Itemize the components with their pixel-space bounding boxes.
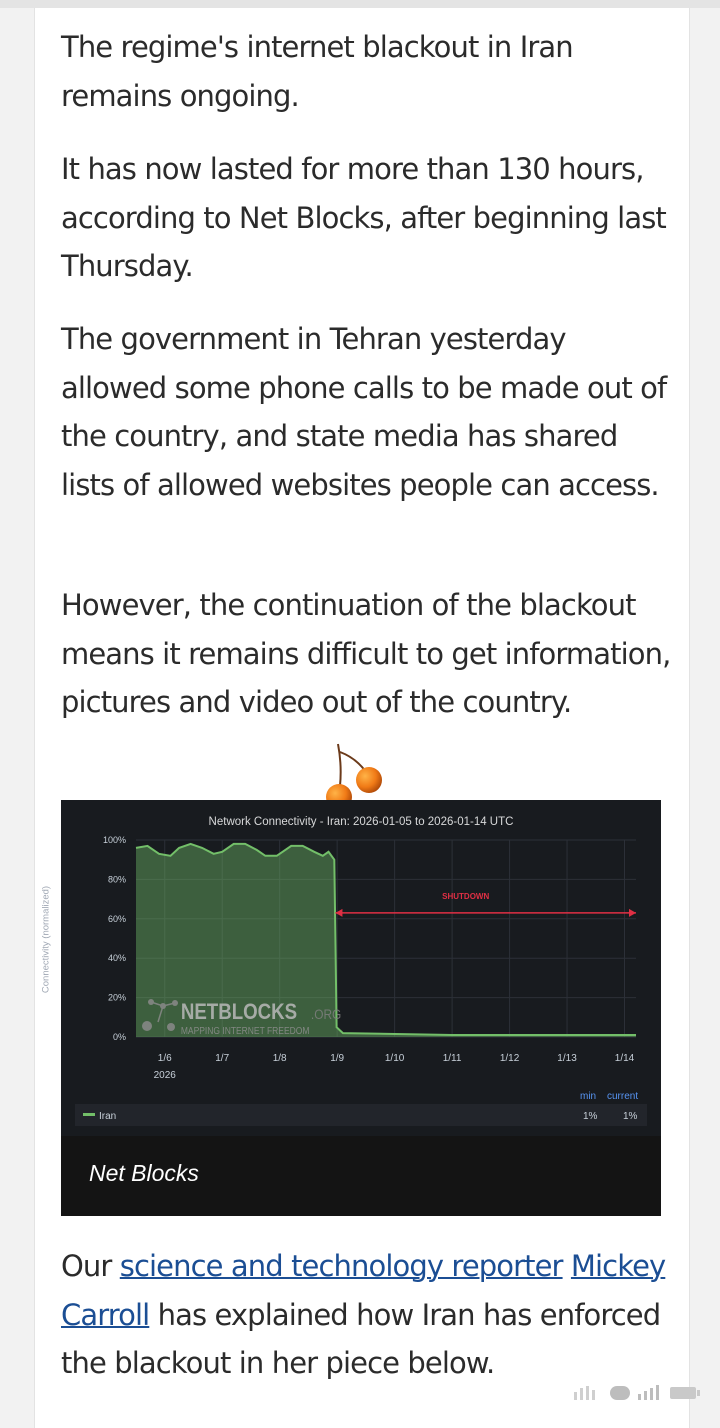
- y-tick-label: 60%: [107, 913, 126, 924]
- shutdown-arrow-left: [335, 909, 342, 917]
- figure-caption: Net Blocks: [89, 1160, 199, 1186]
- legend-min-header: min: [580, 1091, 597, 1102]
- chart-title: Network Connectivity - Iran: 2026-01-05 to 2026-01-14 UTC: [208, 816, 514, 828]
- x-tick-label: 1/11: [442, 1053, 462, 1064]
- status-icons: [560, 1384, 710, 1400]
- signal-icon: [610, 1385, 659, 1400]
- wifi-icon: [574, 1386, 595, 1400]
- x-tick-label: 1/14: [614, 1053, 635, 1064]
- x-tick-label: 1/13: [557, 1053, 577, 1064]
- legend-current-value: 1%: [623, 1111, 638, 1122]
- y-axis-label: Connectivity (normalized): [40, 885, 52, 994]
- paragraph-3: The government in Tehran yesterday allowed some phone calls to be made out of the country, and state media has shared lists of allowed websites people can access.: [61, 322, 667, 502]
- shutdown-arrow-right: [629, 909, 636, 917]
- x-tick-label: 1/9: [330, 1053, 345, 1064]
- y-tick-label: 80%: [107, 874, 126, 885]
- x-tick-label: 1/7: [215, 1053, 230, 1064]
- paragraph-5-prefix: Our: [61, 1249, 112, 1283]
- watermark-suffix: .ORG: [310, 1006, 342, 1023]
- paragraph-1: The regime's internet blackout in Iran remains ongoing.: [61, 30, 573, 113]
- legend-current-header: current: [607, 1091, 639, 1102]
- paragraph-5: [61, 1242, 671, 1388]
- paragraph-5-middle: has explained how Iran has enforced the blackout in her piece: [61, 1297, 661, 1380]
- watermark-tagline: MAPPING INTERNET FREEDOM: [180, 1025, 310, 1037]
- y-tick-label: 20%: [107, 992, 126, 1003]
- shutdown-label: SHUTDOWN: [442, 891, 490, 901]
- paragraph-4: However, the continuation of the blackout means it remains difficult to get information, pictures and video out of the country.: [61, 588, 671, 719]
- x-tick-label: 1/6: [157, 1053, 172, 1064]
- legend-min-value: 1%: [583, 1111, 598, 1122]
- y-tick-label: 0%: [112, 1032, 126, 1042]
- x-tick-label: 1/10: [384, 1053, 405, 1064]
- watermark-name: NETBLOCKS: [180, 1000, 298, 1025]
- reporter-name-link[interactable]: Mickey Carroll: [61, 1249, 666, 1332]
- chart-legend: [75, 1091, 647, 1126]
- x-year-label: 2026: [153, 1070, 176, 1081]
- figure-caption-bar: [61, 1136, 661, 1216]
- paragraph-2: It has now lasted for more than 130 hours, according to Net Blocks, after beginning last Thursday.: [61, 152, 666, 283]
- x-tick-label: 1/12: [499, 1053, 520, 1064]
- y-tick-label: 100%: [102, 835, 126, 845]
- connectivity-chart: [61, 800, 661, 1130]
- reporter-role-link[interactable]: science and technology reporter: [119, 1249, 563, 1283]
- y-tick-label: 40%: [107, 953, 126, 964]
- legend-swatch: [83, 1113, 95, 1116]
- battery-icon: [670, 1387, 700, 1399]
- browser-top-edge: [0, 0, 720, 8]
- legend-series-name: Iran: [99, 1111, 117, 1122]
- x-tick-label: 1/8: [272, 1053, 287, 1064]
- paragraph-5-last: below.: [407, 1346, 495, 1380]
